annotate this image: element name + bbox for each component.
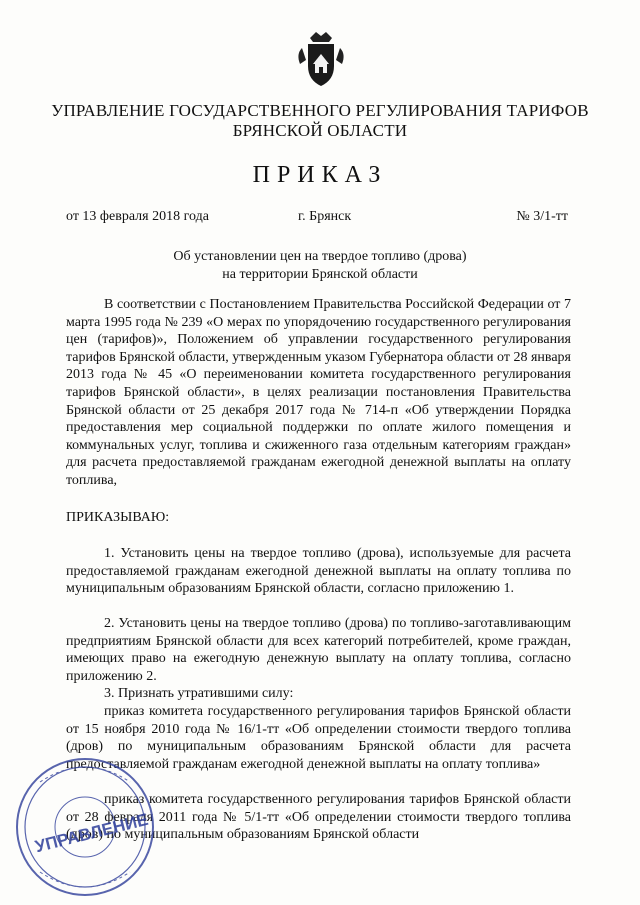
- order-item-2: 2. Установить цены на твердое топливо (дрова) по топливо-заготавливающим предприятиям Брянской области для всех категорий потребителей, кроме граждан, имеющих право на ежегодную денежную выплату на оплату топлива, согласно приложению 2.: [66, 616, 571, 684]
- stamp-text: УПРАВЛЕНИЕ: [33, 809, 151, 857]
- subject-line1: Об установлении цен на твердое топливо (дрова): [173, 249, 467, 264]
- order-item-1: 1. Установить цены на твердое топливо (дрова), используемые для расчета предоставляемой гражданам ежегодной денежной выплаты на оплату топлива по муниципальным образованиям Брянской области, согласно приложению 1.: [66, 546, 571, 597]
- official-stamp: [10, 752, 160, 902]
- subject-line2: на территории Брянской области: [222, 267, 418, 282]
- org-name-line2: БРЯНСКОЙ ОБЛАСТИ: [232, 121, 408, 140]
- order-item-3: 3. Признать утратившими силу:: [104, 686, 294, 701]
- order-word: ПРИКАЗЫВАЮ:: [66, 510, 170, 525]
- org-name-line1: УПРАВЛЕНИЕ ГОСУДАРСТВЕННОГО РЕГУЛИРОВАНИЯ ТАРИФОВ: [51, 101, 589, 120]
- order-item-3b: приказ комитета государственного регулирования тарифов Брянской области от 28 февраля 2011 года № 5/1-тт «Об определении стоимости твердого топлива (дров) по муниципальным образованиям Брянской области: [66, 792, 571, 843]
- document-date: от 13 февраля 2018 года: [66, 209, 209, 224]
- order-item-3a: приказ комитета государственного регулирования тарифов Брянской области от 15 ноября 2010 года № 16/1-тт «Об определении стоимости твердого топлива (дров) по муниципальным образованиям Брянской области для расчета предоставляемой гражданам ежегодной денежной выплаты на оплату топлива»: [66, 704, 571, 772]
- document-city: г. Брянск: [298, 209, 352, 224]
- document-title: ПРИКАЗ: [252, 162, 388, 188]
- coat-of-arms-icon: [296, 30, 346, 88]
- preamble-paragraph: В соответствии с Постановлением Правительства Российской Федерации от 7 марта 1995 года № 239 «О мерах по упорядочению государственного регулирования цен (тарифов)», Положением об управлении государственного регулирования тарифов Брянской области, утвержденным указом Губернатора области от 28 января 2013 года № 45 «О переименовании комитета государственного регулирования тарифов Брянской области», в целях реализации постановления Правительства Брянской области от 25 декабря 2017 года № 714-п «Об утверждении Порядка предоставления мер социальной поддержки по оплате жилого помещения и коммунальных услуг, топлива и сжиженного газа отдельным категориям граждан» для расчета предоставляемой гражданам ежегодной денежной выплаты на оплату топлива,: [66, 297, 571, 488]
- document-number: № 3/1-тт: [516, 209, 568, 224]
